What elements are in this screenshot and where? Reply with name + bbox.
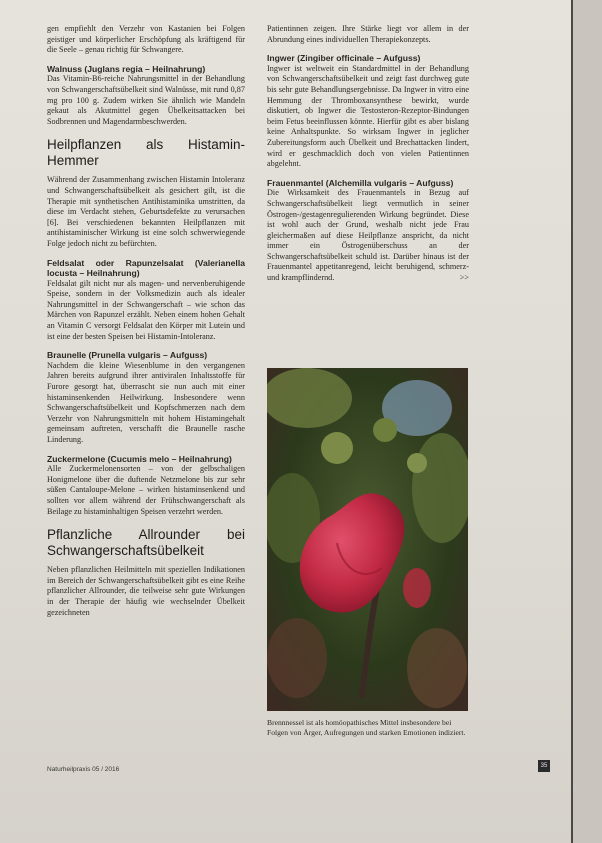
allrounder-heading: Pflanzliche Allrounder bei Schwangerschaftsübelkeit	[47, 527, 245, 559]
left-intro: gen empfiehlt den Verzehr von Kastanien bei Folgen geistiger und körperlicher Erschöpfung als kräftigend für die Seele – genau richtig für Schwangere.	[47, 24, 245, 55]
braunelle-heading: Braunelle (Prunella vulgaris – Aufguss)	[47, 350, 208, 361]
right-intro: Patientinnen zeigen. Ihre Stärke liegt vor allem in der Abrundung eines individuellen Therapiekonzepts.	[267, 24, 469, 44]
histamin-heading: Heilpflanzen als Histamin-Hemmer	[47, 137, 245, 169]
left-column	[47, 24, 245, 621]
walnuss-text: Das Vitamin-B6-reiche Nahrungsmittel in der Behandlung von Schwangerschaftsübelkeit sind Walnüsse, mit rund 0,87 mg pro 100 g. Zudem wirken Sie ähnlich wie Mandeln gekaut als Akutmittel gegen Übelkeitsattacken bei Sodbrennen und Magendarmbeschwerden.	[47, 74, 245, 126]
zuckermelone-heading: Zuckermelone (Cucumis melo – Heilnahrung)	[47, 453, 232, 464]
ingwer-heading: Ingwer (Zingiber officinale – Aufguss)	[267, 53, 421, 64]
frauenmantel-text	[267, 188, 469, 283]
continue-arrow: >>	[459, 273, 469, 283]
feldsalat-text: Feldsalat gilt nicht nur als magen- und nervenberuhigende Speise, sondern in der Volksmedizin auch als idealer Nahrungsmittel in der Schwangerschaft – wie schon das Märchen von Rapunzel erzählt. Neben einem hohen Gehalt an Vitamin C versorgt Feldsalat den Körper mit Lutein und ist eine der besten Speisen bei Histamin-Intoleranz.	[47, 278, 245, 341]
feldsalat-heading: Feldsalat oder Rapunzelsalat (Valerianella locusta – Heilnahrung)	[47, 257, 245, 279]
footer-magazine: Naturheilpraxis 05 / 2016	[47, 766, 120, 773]
zuckermelone-text: Alle Zuckermelonensorten – von der gelbschaligen Honigmelone über die duftende Netzmelone bis zur sehr süßen Cantaloupe-Melone – wirken histaminsenkend und sollten vor allem während der Frühschwangerschaft als Beilage zu histaminhaltigen Speisen verzehrt werden.	[47, 464, 245, 516]
allrounder-text: Neben pflanzlichen Heilmitteln mit speziellen Indikationen im Bereich der Schwangerschaftsübelkeit gibt es eine Reihe pflanzlicher Allrounder, die teilweise sehr gute Wirkungen in der Therapie der häufig wie wechselnder Übelkeit gezeichneten	[47, 565, 245, 617]
photo-caption: Brennnessel ist als homöopathisches Mittel insbesondere bei Folgen von Ärger, Aufregungen und starken Emotionen indiziert.	[267, 718, 466, 738]
flower-illustration	[267, 368, 468, 711]
braunelle-text: Nachdem die kleine Wiesenblume in den vergangenen Jahren bereits aufgrund ihrer antiviralen Inhaltsstoffe für Furore gesorgt hat, überrascht sie nun auch mit einer histaminsenkenden Heilwirkung. Insbesondere wenn Schwangerschaftsübelkeit und Kopfschmerzen nach dem Verzehr von Nahrungsmitteln mit hohem Histamingehalt gemeinsam auftreten, verschafft die Braunelle rasche Linderung.	[47, 360, 245, 444]
page-edge	[572, 0, 602, 843]
page-number: 35	[538, 760, 550, 772]
frauenmantel-body: Die Wirksamkeit des Frauenmantels in Bezug auf Schwangerschaftsübelkeit liegt vermutlich in seiner Östrogen-/gestagenregulierenden Wirkung begründet. Diese ist wohl auch der Grund, weshalb nicht jede Frau gleichermaßen auf diese Heilpflanze anspricht, da nicht immer ein Östrogenüberschuss an der Schwangerschaftsübelkeit schuld ist. Darüber hinaus ist der Frauenmantel appetitanregend, leicht beruhigend, schmerz- und krampflindernd.	[267, 188, 469, 283]
ingwer-text: Ingwer ist weltweit ein Standardmittel in der Behandlung von Schwangerschaftsübelkeit und zeigt fast durchweg gute bis sehr gute Behandlungsergebnisse. Da Ingwer in vitro eine Hemmung der Thromboxansynthese bewirkt, wurde diskutiert, ob Ingwer die Testosteron-Rezeptor-Bindungen beim Fetus beeinflussen könnte. Hierfür gibt es aber bislang keine Anhaltspunkte. So wirksam Ingwer in jeglicher Zubereitungsform auch Übelkeit und Brechattacken lindert, wird er geschmacklich doch von vielen Patientinnen abgelehnt.	[267, 63, 469, 169]
page-divider-line	[571, 0, 573, 843]
histamin-text: Während der Zusammenhang zwischen Histamin Intoleranz und Schwangerschaftsübelkeit als gesichert gilt, ist die Therapie mit synthetischen Antihistaminika umstritten, da diese im Verdacht stehen, Geburtsdefekte zu verursachen [6]. Bei verschiedenen bekannten Heilpflanzen mit antihistaminischer Wirkung ist eine solch schwerwiegende Folge jedoch nicht zu befürchten.	[47, 175, 245, 248]
right-column	[267, 24, 469, 287]
walnuss-heading: Walnuss (Juglans regia – Heilnahrung)	[47, 63, 206, 74]
flower-photo	[267, 368, 468, 711]
frauenmantel-heading: Frauenmantel (Alchemilla vulgaris – Aufguss)	[267, 177, 454, 188]
